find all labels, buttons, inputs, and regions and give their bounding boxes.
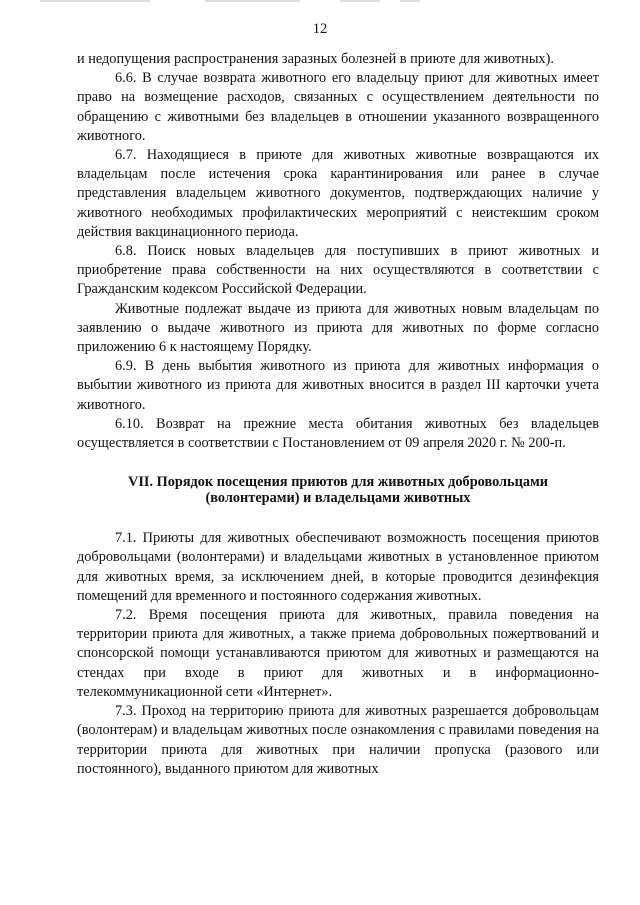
paragraph-6-5-continuation: и недопущения распространения заразных болезней в приюте для животных). xyxy=(77,51,554,67)
paragraph-6-10: 6.10. Возврат на прежние места обитания животных без владельцев осуществляется в соответствии с Постановлением от 09 апреля 2020 г. № 200-п. xyxy=(77,415,599,452)
paragraph-6-8-issuance: Животные подлежат выдаче из приюта для животных новым владельцам по заявлению о выдаче животного из приюта для животных по форме согласно приложению 6 к настоящему Порядку. xyxy=(77,300,599,356)
section-heading-line-1: VII. Порядок посещения приютов для животных добровольцами xyxy=(128,474,548,491)
paragraph-6-6: 6.6. В случае возврата животного его владельцу приют для животных имеет право на возмещение расходов, связанных с осуществлением деятельности по обращению с животными без владельцев в отношении указанного возвращенного животного. xyxy=(77,70,599,144)
paragraph-7-3: 7.3. Проход на территорию приюта для животных разрешается добровольцам (волонтерам) и владельцам животных после ознакомления с правилами поведения на территории приюта для животных при наличии пропуска (разового или постоянного), выданного приютом для животных xyxy=(77,703,599,777)
paragraph-7-2: 7.2. Время посещения приюта для животных, правила поведения на территории приюта для животных, а также приема добровольных пожертвований и спонсорской помощи устанавливаются приютом для животных и размещаются на стендах при входе в приют для животных и в информационно-телекоммуникационной сети «Интернет». xyxy=(77,607,599,700)
section-heading-vii xyxy=(77,474,599,506)
page-number: 12 xyxy=(312,21,328,37)
paragraph-6-8: 6.8. Поиск новых владельцев для поступивших в приют животных и приобретение права собственности на них осуществляются в соответствии с Гражданским кодексом Российской Федерации. xyxy=(77,243,599,298)
document-body xyxy=(77,50,599,779)
section-heading-line-2: (волонтерами) и владельцами животных xyxy=(205,490,471,507)
paragraph-7-1: 7.1. Приюты для животных обеспечивают возможность посещения приютов добровольцами (волонтерами) и владельцами животных в установленное приютом для животных время, за исключением дней, в которые проводится дезинфекция помещений для временного и постоянного содержания животных. xyxy=(77,530,599,604)
paragraph-6-7: 6.7. Находящиеся в приюте для животных животные возвращаются их владельцам после истечения срока карантинирования или ранее в случае представления владельцем животного документов, подтверждающих наличие у животного необходимых профилактических мероприятий с неистекшим сроком действия вакцинационного периода. xyxy=(77,147,599,240)
scan-top-edge-artifact xyxy=(0,0,640,4)
paragraph-6-9: 6.9. В день выбытия животного из приюта для животных информация о выбытии животного из приюта для животных вносится в раздел III карточки учета животного. xyxy=(77,358,599,413)
